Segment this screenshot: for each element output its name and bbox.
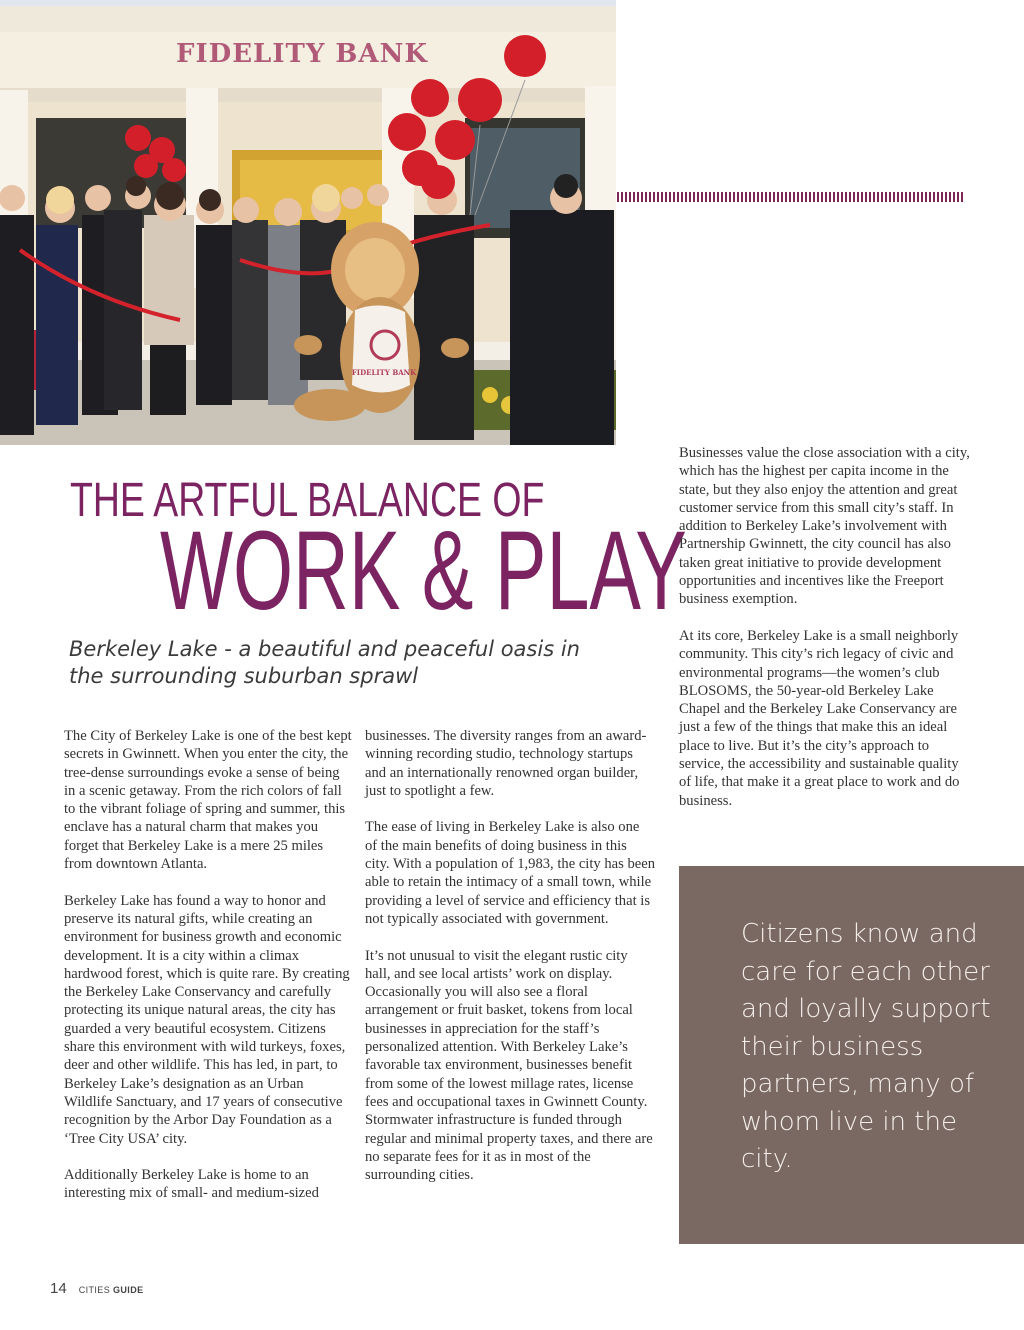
publication-name-bold: GUIDE xyxy=(113,1285,144,1295)
headline-line-1: THE ARTFUL BALANCE OF xyxy=(70,474,545,527)
body-column-1 xyxy=(64,727,354,1221)
pull-quote-text: Citizens know and care for each other and loyally support their business partners, many of whom live in the city. xyxy=(741,919,991,1174)
body-column-3 xyxy=(679,444,971,828)
paragraph: It’s not unusual to visit the elegant rustic city hall, and see local artists’ work on display. Occasionally you will also see a floral arrangement or fruit basket, tokens from local businesses in appreciation for the staff’s personalized attention. With Berkeley Lake’s favorable tax environment, businesses benefit from some of the lowest millage rates, license fees and occupational taxes in Gwinnett County. Stormwater infrastructure is funded through regular and minimal property taxes, and there are no separate fees for it as in most of the surrounding cities. xyxy=(365,947,653,1184)
paragraph: The ease of living in Berkeley Lake is also one of the main benefits of doing business in this city. With a population of 1,983, the city has been able to retain the intimacy of a small town, while providing a level of service and efficiency that is not typically associated with government. xyxy=(365,819,656,927)
publication-name xyxy=(79,1285,144,1295)
bank-sign-text: FIDELITY BANK xyxy=(176,39,428,69)
decorative-dotted-rule xyxy=(617,192,963,202)
pull-quote-box xyxy=(679,866,1024,1244)
page-footer xyxy=(50,1280,144,1297)
headline-line-2: WORK & PLAY xyxy=(160,508,687,633)
paragraph: Berkeley Lake has found a way to honor and preserve its natural gifts, while creating an environment for business growth and economic development. It is a city within a climax hardwood forest, which is quite rare. By creating the Berkeley Lake Conservancy and carefully protecting its unique natural areas, the city has guarded a very beautiful ecosystem. Citizens share this environment with wild turkeys, foxes, deer and other wildlife. This has led, in part, to Berkeley Lake’s designation as an Urban Wildlife Sanctuary, and 17 years of consecutive recognition by the Arbor Day Foundation as a ‘Tree City USA’ city. xyxy=(64,892,350,1147)
body-column-2 xyxy=(365,727,655,1203)
paragraph: businesses. The diversity ranges from an award-winning recording studio, technology startups and an internationally renowned organ builder, just to spotlight a few. xyxy=(365,728,647,799)
mascot-bib-text: FIDELITY BANK xyxy=(351,368,417,377)
article-subtitle: Berkeley Lake - a beautiful and peaceful oasis in the surrounding suburban sprawl xyxy=(69,637,580,688)
ribbon-cutting-photo xyxy=(0,0,616,445)
paragraph: At its core, Berkeley Lake is a small neighborly community. This city’s rich legacy of civic and environmental programs—the women’s club BLOSOMS, the 50-year-old Berkeley Lake Chapel and the Berkeley Lake Conservancy are just a few of the things that make this an ideal place to live. But it’s the city’s approach to service, the accessibility and sustainable quality of life, that make it a great place to work and do business. xyxy=(679,627,960,809)
page-number: 14 xyxy=(50,1280,67,1297)
paragraph: Additionally Berkeley Lake is home to an interesting mix of small- and medium-sized xyxy=(64,1167,319,1202)
paragraph: Businesses value the close association with a city, which has the highest per capita income in the state, but they also enjoy the attention and great customer service from this small city’s staff. In addition to Berkeley Lake’s involvement with Partnership Gwinnett, the city council has also taken great initiative to provide development opportunities and incentives like the Freeport business exemption. xyxy=(679,445,970,608)
photo-illustration xyxy=(0,0,616,445)
publication-name-light: CITIES xyxy=(78,1285,111,1295)
paragraph: The City of Berkeley Lake is one of the best kept secrets in Gwinnett. When you enter the city, the tree-dense surroundings evoke a sense of being in a scenic getaway. From the rich colors of fall to the vibrant foliage of spring and summer, this enclave has a natural charm that makes you forget that Berkeley Lake is a mere 25 miles from downtown Atlanta. xyxy=(64,728,352,873)
